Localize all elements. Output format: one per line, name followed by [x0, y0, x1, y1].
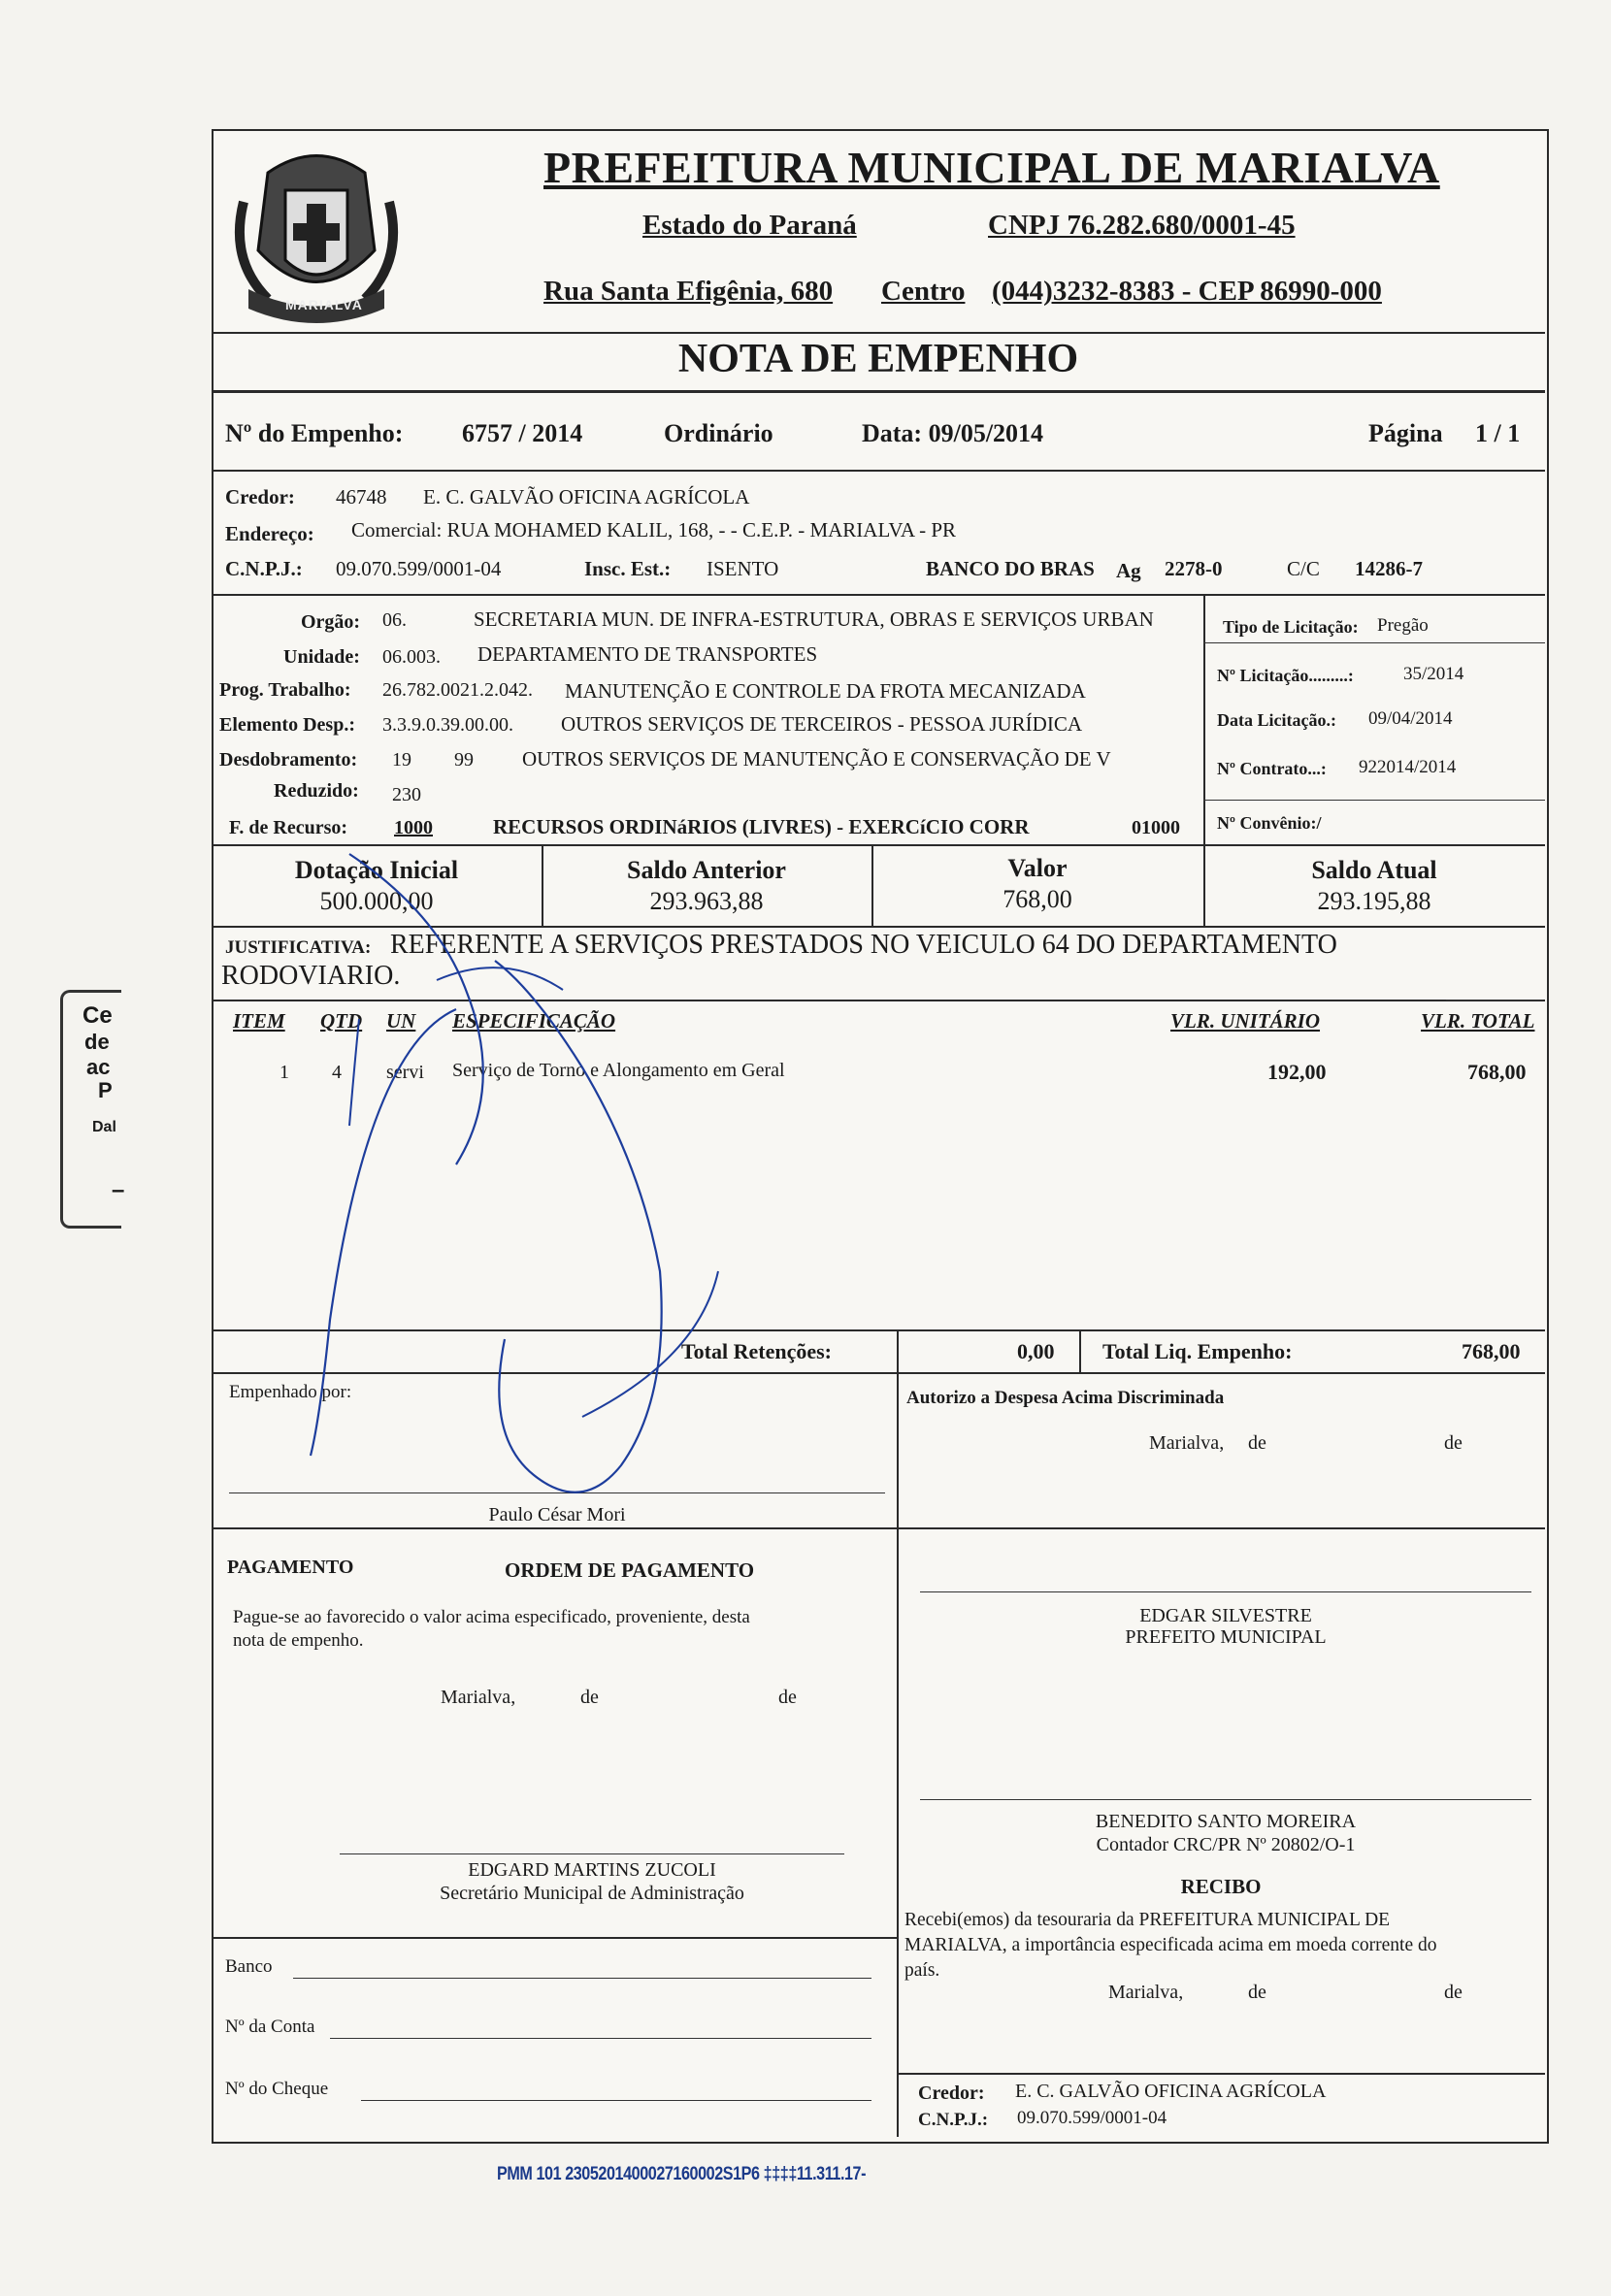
prog-code: 26.782.0021.2.042.	[382, 679, 533, 701]
data-licitacao: 09/04/2014	[1368, 708, 1453, 729]
recibo-credor: E. C. GALVÃO OFICINA AGRÍCOLA	[1015, 2081, 1327, 2102]
recibo-text-1: Recebi(emos) da tesouraria da PREFEITURA MUNICIPAL DE	[904, 1910, 1391, 1930]
reduzido-value: 230	[392, 784, 421, 805]
recibo-city: Marialva,	[1108, 1982, 1184, 2003]
contrato-value: 922014/2014	[1359, 757, 1457, 777]
saldo-atual-value: 293.195,88	[1317, 887, 1431, 915]
pagamento-de-2: de	[778, 1687, 797, 1708]
tipo-licitacao: Pregão	[1377, 615, 1429, 636]
insc-label: Insc. Est.:	[584, 557, 672, 580]
data-licitacao-label: Data Licitação.:	[1217, 710, 1336, 730]
empenho-type: Ordinário	[664, 419, 773, 447]
recurso-name: RECURSOS ORDINáRIOS (LIVRES) - EXERCíCIO CORR	[493, 815, 1030, 838]
pagamento-text-1: Pague-se ao favorecido o valor acima especificado, proveniente, desta	[233, 1607, 750, 1627]
unidade-code: 06.003.	[382, 646, 441, 668]
retencoes-value: 0,00	[1017, 1339, 1055, 1363]
item-spec: Serviço de Torno e Alongamento em Geral	[452, 1060, 785, 1081]
valor-label: Valor	[1007, 854, 1068, 882]
prog-label: Prog. Trabalho:	[219, 679, 351, 701]
recurso-label: F. de Recurso:	[229, 817, 348, 838]
agency-value: 2278-0	[1165, 557, 1223, 580]
autorizo-city: Marialva,	[1149, 1432, 1225, 1454]
address-label: Rua Santa Efigênia, 680	[543, 276, 834, 307]
credor-cnpj: 09.070.599/0001-04	[336, 557, 502, 580]
account-value: 14286-7	[1355, 557, 1423, 580]
col-header-un: UN	[386, 1009, 416, 1033]
saldo-anterior-label: Saldo Anterior	[627, 856, 786, 884]
item-total-value: 768,00	[1467, 1060, 1527, 1084]
elemento-name: OUTROS SERVIÇOS DE TERCEIROS - PESSOA JURÍDICA	[561, 712, 1083, 736]
item-un: servi	[386, 1062, 424, 1083]
dotacao-label: Dotação Inicial	[294, 856, 459, 884]
bank-name: BANCO DO BRAS	[926, 557, 1095, 580]
ordem-pagamento-label: ORDEM DE PAGAMENTO	[505, 1558, 755, 1582]
liq-empenho-value: 768,00	[1462, 1339, 1521, 1363]
credor-label: Credor:	[225, 485, 295, 508]
phone-cep-label: (044)3232-8383 - CEP 86990-000	[992, 276, 1382, 307]
pagamento-de-1: de	[580, 1687, 599, 1708]
col-header-unit: VLR. UNITÁRIO	[1170, 1009, 1321, 1033]
col-header-total: VLR. TOTAL	[1421, 1009, 1535, 1033]
page-number: 1 / 1	[1475, 419, 1521, 447]
recibo-de-1: de	[1248, 1982, 1266, 2003]
account-label: C/C	[1287, 557, 1320, 580]
credor-cnpj-label: C.N.P.J.:	[225, 557, 303, 580]
recibo-de-2: de	[1444, 1982, 1463, 2003]
desdobramento-name: OUTROS SERVIÇOS DE MANUTENÇÃO E CONSERVAÇÃO DE V	[522, 747, 1111, 771]
convenio-label: Nº Convênio:/	[1217, 813, 1322, 833]
credor-name: E. C. GALVÃO OFICINA AGRÍCOLA	[423, 485, 750, 508]
elemento-label: Elemento Desp.:	[219, 714, 355, 736]
unidade-label: Unidade:	[283, 646, 360, 668]
saldo-anterior-value: 293.963,88	[649, 887, 764, 915]
handwritten-signature	[214, 835, 757, 1514]
justificativa-label: JUSTIFICATIVA:	[225, 937, 372, 958]
justificativa-line-2: RODOVIARIO.	[221, 961, 401, 991]
pagamento-city: Marialva,	[441, 1687, 516, 1708]
autorizo-de-1: de	[1248, 1432, 1266, 1454]
recibo-cnpj: 09.070.599/0001-04	[1017, 2108, 1167, 2128]
empenho-number: 6757 / 2014	[462, 419, 583, 447]
address-field-label: Endereço:	[225, 522, 314, 545]
unidade-name: DEPARTAMENTO DE TRANSPORTES	[477, 642, 818, 666]
state-label: Estado do Paraná	[642, 210, 857, 241]
num-licitacao: 35/2014	[1403, 664, 1464, 684]
credor-address: Comercial: RUA MOHAMED KALIL, 168, - - C.E.P. - MARIALVA - PR	[351, 518, 957, 541]
empenho-date: Data: 09/05/2014	[862, 419, 1044, 447]
col-header-spec: ESPECIFICAÇÃO	[452, 1009, 616, 1033]
page-label: Página	[1368, 419, 1443, 447]
contador-title: Contador CRC/PR Nº 20802/O-1	[1096, 1834, 1356, 1855]
orgao-label: Orgão:	[301, 611, 361, 633]
mayor-title: PREFEITO MUNICIPAL	[1125, 1626, 1327, 1648]
autorizo-de-2: de	[1444, 1432, 1463, 1454]
empenho-label: Nº do Empenho:	[225, 419, 404, 447]
empenhado-name: Paulo César Mori	[488, 1504, 626, 1525]
district-label: Centro	[881, 276, 966, 307]
elemento-code: 3.3.9.0.39.00.00.	[382, 714, 513, 736]
orgao-name: SECRETARIA MUN. DE INFRA-ESTRUTURA, OBRAS E SERVIÇOS URBAN	[474, 607, 1154, 631]
footer-code: PMM 101 2305201400027160002S1P6 ‡‡‡‡11.311.17-	[497, 2164, 867, 2184]
conta-label: Nº da Conta	[225, 2017, 315, 2037]
saldo-atual-label: Saldo Atual	[1311, 856, 1437, 884]
secretario-name: EDGARD MARTINS ZUCOLI	[468, 1859, 716, 1881]
side-stamp-line: Ce	[82, 1002, 113, 1029]
num-licitacao-label: Nº Licitação.........:	[1217, 666, 1354, 685]
side-stamp	[60, 990, 125, 1229]
item-qtd: 4	[332, 1062, 342, 1083]
side-stamp-line: de	[84, 1030, 110, 1054]
recibo-label: RECIBO	[1180, 1875, 1262, 1898]
orgao-code: 06.	[382, 609, 407, 631]
retencoes-label: Total Retenções:	[681, 1339, 832, 1363]
reduzido-label: Reduzido:	[274, 780, 359, 802]
credor-code: 46748	[336, 485, 387, 508]
dotacao-value: 500.000,00	[319, 887, 434, 915]
justificativa-line-1: REFERENTE A SERVIÇOS PRESTADOS NO VEICULO 64 DO DEPARTAMENTO	[390, 930, 1337, 960]
page-title: PREFEITURA MUNICIPAL DE MARIALVA	[543, 143, 1440, 192]
cnpj-label: CNPJ 76.282.680/0001-45	[988, 210, 1296, 241]
item-number: 1	[279, 1062, 289, 1083]
banco-label: Banco	[225, 1956, 273, 1977]
pagamento-text-2: nota de empenho.	[233, 1630, 364, 1651]
item-unit-value: 192,00	[1267, 1060, 1327, 1084]
contador-name: BENEDITO SANTO MOREIRA	[1095, 1811, 1357, 1832]
side-stamp-line: P	[98, 1078, 113, 1102]
desdobramento-code-a: 19	[392, 749, 411, 771]
recurso-number: 01000	[1132, 817, 1180, 838]
prog-name: MANUTENÇÃO E CONTROLE DA FROTA MECANIZADA	[565, 679, 1086, 703]
col-header-item: ITEM	[233, 1009, 285, 1033]
pagamento-label: PAGAMENTO	[227, 1557, 354, 1578]
desdobramento-code-b: 99	[454, 749, 474, 771]
recibo-credor-label: Credor:	[918, 2083, 985, 2104]
side-stamp-line: Dal	[92, 1119, 116, 1135]
secretario-title: Secretário Municipal de Administração	[440, 1883, 744, 1904]
municipal-seal	[229, 144, 404, 328]
col-header-qtd: QTD	[320, 1009, 363, 1033]
insc-value: ISENTO	[707, 557, 779, 580]
recurso-code: 1000	[394, 817, 433, 838]
recibo-cnpj-label: C.N.P.J.:	[918, 2110, 989, 2130]
side-stamp-line: –	[112, 1177, 125, 1203]
empenhado-label: Empenhado por:	[229, 1382, 352, 1402]
contrato-label: Nº Contrato...:	[1217, 759, 1327, 778]
autorizo-label: Autorizo a Despesa Acima Discriminada	[906, 1388, 1225, 1408]
side-stamp-line: ac	[86, 1055, 111, 1079]
recibo-text-2: MARIALVA, a importância especificada acima em moeda corrente do	[904, 1935, 1437, 1955]
seal-banner-text: MARIALVA	[285, 297, 363, 312]
cheque-label: Nº do Cheque	[225, 2079, 329, 2099]
mayor-name: EDGAR SILVESTRE	[1139, 1605, 1312, 1626]
tipo-licitacao-label: Tipo de Licitação:	[1223, 617, 1359, 637]
document-title: NOTA DE EMPENHO	[677, 337, 1079, 381]
liq-empenho-label: Total Liq. Empenho:	[1102, 1339, 1293, 1363]
valor-value: 768,00	[1003, 885, 1072, 913]
agency-label: Ag	[1116, 559, 1141, 582]
desdobramento-label: Desdobramento:	[219, 749, 358, 771]
recibo-text-3: país.	[904, 1960, 940, 1981]
